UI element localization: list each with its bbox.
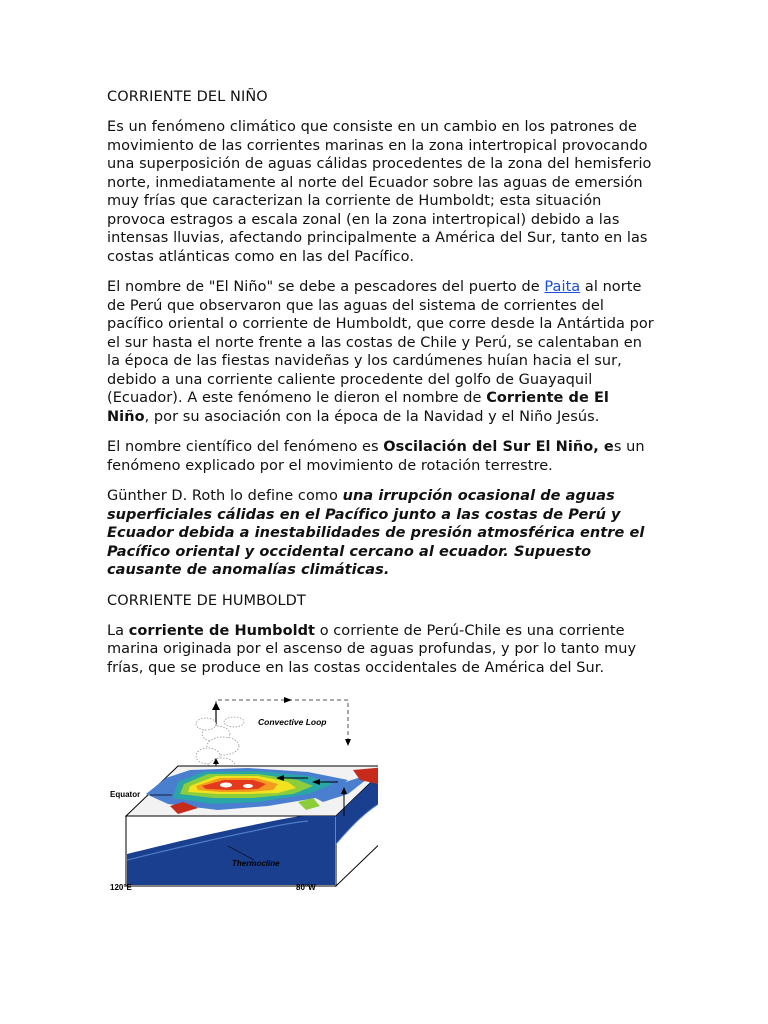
diagram-svg xyxy=(108,694,378,894)
text-segment: La xyxy=(107,622,129,639)
bold-text: Corriente de El Niño xyxy=(107,390,609,425)
bold-text: Oscilación del Sur El Niño, e xyxy=(383,439,614,455)
paragraph-name-origin xyxy=(107,278,655,426)
text-segment: s un fenómeno explicado por el movimiento de rotación terrestre. xyxy=(107,439,645,474)
heading-corriente-de-humboldt: CORRIENTE DE HUMBOLDT xyxy=(107,592,306,609)
paragraph-scientific-name xyxy=(107,438,655,475)
text-segment: El nombre científico del fenómeno es xyxy=(107,439,384,455)
equator-label: Equator xyxy=(110,790,141,799)
paragraph-definition: Es un fenómeno climático que consiste en un cambio en los patrones de movimiento de las corrientes marinas en la zona intertropical provocando una superposición de aguas cálidas procedentes de la zona del hemisferio norte, inmediatamente al norte del Ecuador sobre las aguas de emersión muy frías que caracterizan la corriente de Humboldt; esta situación provoca estragos a escala zonal (en la zona intertropical) debido a las intensas lluvias, afectando principalmente a América del Sur, tanto en las costas atlánticas como en las del Pacífico. xyxy=(107,119,652,265)
arrow-right-icon xyxy=(284,697,292,703)
heading-corriente-del-nino: CORRIENTE DEL NIÑO xyxy=(107,89,268,105)
bold-text: corriente de Humboldt xyxy=(128,622,316,639)
arrow-down-icon xyxy=(345,739,351,746)
convective-loop-label: Convective Loop xyxy=(258,717,327,727)
thermocline-label: Thermocline xyxy=(232,859,280,868)
text-segment: o corriente de Perú-Chile es una corriente marina originada por el ascenso de aguas profundas, y por lo tanto muy frías, que se produce en las costas occidentales de América del Sur. xyxy=(107,622,637,676)
paragraph-humboldt xyxy=(107,622,655,678)
cloud-icon xyxy=(196,717,244,774)
paragraph-roth-definition xyxy=(107,487,655,580)
document-page xyxy=(107,88,655,689)
paita-link[interactable]: Paita xyxy=(544,279,581,295)
text-segment: El nombre de "El Niño" se debe a pescadores del puerto de xyxy=(107,279,545,295)
longitude-west-label: 120°E xyxy=(110,883,132,892)
longitude-east-label: 80°W xyxy=(296,883,316,892)
arrow-up-icon xyxy=(212,702,220,710)
text-segment: , por su asociación con la época de la Navidad y el Niño Jesús. xyxy=(144,408,600,425)
text-segment: Günther D. Roth lo define como xyxy=(107,488,343,504)
text-segment: al norte de Perú que observaron que las aguas del sistema de corrientes del pacífico oriental o corriente de Humboldt, que corre desde la Antártida por el sur hasta el norte frente a las costas de Chile y Perú, se calentaban en la época de las fiestas navideñas y los cardúmenes huían hacia el sur, debido a una corriente caliente procedente del golfo de Guayaquil (Ecuador). A este fenómeno le dieron el nombre de xyxy=(107,279,654,406)
el-nino-diagram xyxy=(108,694,378,894)
bold-italic-text: una irrupción ocasional de aguas superficiales cálidas en el Pacífico junto a las costas de Perú y Ecuador debida a inestabilidades de presión atmosférica entre el Pacífico oriental y occidental cercano al ecuador. Supuesto causante de anomalías climáticas. xyxy=(107,488,645,578)
